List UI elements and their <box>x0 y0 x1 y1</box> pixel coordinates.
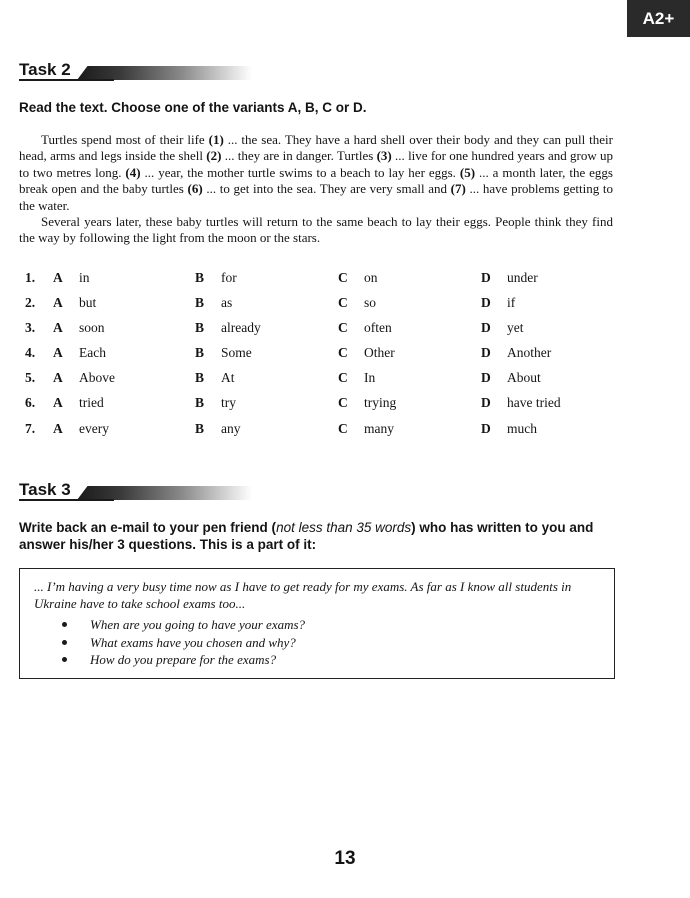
option-letter-d: D <box>481 370 491 386</box>
level-badge: A2+ <box>627 0 690 37</box>
option-letter-a: A <box>53 395 63 411</box>
text-segment: Turtles spend most of their life <box>41 132 209 147</box>
option-value-b: try <box>221 395 236 411</box>
question-list <box>62 616 305 669</box>
question-number: 1. <box>25 270 36 285</box>
option-value-b: already <box>221 320 261 336</box>
gap-number: (4) <box>125 164 141 180</box>
gap-number: (6) <box>187 181 203 197</box>
option-value-a: Above <box>79 370 115 386</box>
option-letter-b: B <box>195 345 205 361</box>
text-segment: ... have problems getting to the water. <box>19 181 614 213</box>
option-letter-a: A <box>53 420 63 436</box>
option-letter-d: D <box>481 295 491 311</box>
option-row <box>19 295 619 320</box>
option-letter-c: C <box>338 370 348 386</box>
option-letter-c: C <box>338 420 348 436</box>
option-letter-d: D <box>481 320 491 336</box>
option-value-a: every <box>79 420 109 436</box>
option-letter-c: C <box>338 270 348 285</box>
task3-title: Task 3 <box>19 480 71 499</box>
option-value-c: trying <box>364 395 397 411</box>
option-letter-a: A <box>53 270 63 285</box>
option-letter-c: C <box>338 345 348 361</box>
text-segment: ... year, the mother turtle swims to a beach to lay her eggs. <box>140 164 460 180</box>
option-letter-b: B <box>195 320 205 336</box>
letter-intro: ... I’m having a very busy time now as I have to get ready for my exams. As far as I know all students in Ukraine have to take school exams too... <box>34 579 572 611</box>
text-segment: ... a month later, the eggs break open and the baby turtles <box>19 164 613 197</box>
option-letter-b: B <box>195 395 205 411</box>
option-letter-a: A <box>53 345 63 361</box>
header-banner-decoration <box>77 66 252 80</box>
question-number: 4. <box>25 345 36 361</box>
option-row <box>19 345 619 370</box>
gap-number: (2) <box>206 148 222 164</box>
option-value-d: Another <box>507 345 552 361</box>
task3-instruction: Write back an e-mail to your pen friend (not less than 35 words) who has written to you and answer his/her 3 questions. This is a part of it: <box>19 520 594 552</box>
gap-number: (5) <box>459 164 476 180</box>
option-row <box>19 421 619 446</box>
task2-title: Task 2 <box>19 60 71 79</box>
option-letter-c: C <box>338 295 348 311</box>
answer-options-table <box>19 270 619 446</box>
reading-paragraph-2: Several years later, these baby turtles will return to the same beach to lay their eggs. People think they find the way by following the light from the moon or the stars. <box>19 214 613 246</box>
option-value-c: In <box>364 370 376 386</box>
question-number: 2. <box>25 295 36 311</box>
text-segment: ... to get into the sea. They are very small and <box>202 181 451 197</box>
option-value-c: often <box>364 320 392 336</box>
option-value-a: tried <box>79 395 104 411</box>
gap-number: (3) <box>376 148 392 164</box>
option-row <box>19 370 619 395</box>
option-letter-b: B <box>195 295 205 311</box>
option-value-a: soon <box>79 320 105 336</box>
task2-header <box>19 60 249 82</box>
option-letter-c: C <box>338 320 348 336</box>
header-banner-decoration <box>77 486 252 500</box>
option-value-a: in <box>79 270 90 285</box>
option-letter-c: C <box>338 395 348 411</box>
reading-paragraph-1 <box>19 132 613 214</box>
bullet-icon <box>62 657 67 662</box>
text-segment: ... the sea. They have a hard shell over their body and they can pull their head, arms and legs inside the shell <box>19 132 613 164</box>
option-value-d: under <box>507 270 538 285</box>
option-value-b: for <box>221 270 237 285</box>
option-value-b: as <box>221 295 233 311</box>
question-item: How do you prepare for the exams? <box>62 651 305 669</box>
option-letter-d: D <box>481 270 491 285</box>
option-value-b: Some <box>221 345 252 361</box>
option-letter-a: A <box>53 370 63 386</box>
option-value-b: any <box>221 420 241 436</box>
question-number: 7. <box>25 420 36 436</box>
option-letter-d: D <box>481 420 491 436</box>
gap-number: (1) <box>208 132 224 147</box>
question-number: 5. <box>25 370 36 386</box>
option-letter-b: B <box>195 420 205 436</box>
option-value-c: so <box>364 295 377 311</box>
option-letter-b: B <box>195 370 205 386</box>
option-letter-a: A <box>53 295 63 311</box>
gap-number: (7) <box>450 181 466 197</box>
option-value-d: much <box>507 420 537 436</box>
option-value-d: if <box>507 295 516 311</box>
question-number: 6. <box>25 395 36 411</box>
question-item: What exams have you chosen and why? <box>62 634 305 652</box>
option-row <box>19 320 619 345</box>
task3-header <box>19 480 249 502</box>
option-value-d: About <box>507 370 541 386</box>
reading-text <box>19 132 613 247</box>
bullet-icon <box>62 622 67 627</box>
question-number: 3. <box>25 320 36 336</box>
option-value-a: Each <box>79 345 106 361</box>
option-row <box>19 270 619 295</box>
option-value-d: have tried <box>507 395 561 411</box>
letter-excerpt-box <box>19 568 615 679</box>
option-letter-d: D <box>481 395 491 411</box>
option-letter-a: A <box>53 320 63 336</box>
text-segment: ... live for one hundred years and grow up to two metres long. <box>19 148 613 180</box>
option-value-b: At <box>221 370 235 386</box>
question-item: When are you going to have your exams? <box>62 616 305 634</box>
text-segment: ... they are in danger. Turtles <box>221 148 377 164</box>
bullet-icon <box>62 640 67 645</box>
option-value-c: Other <box>364 345 395 361</box>
option-row <box>19 395 619 420</box>
option-value-c: many <box>364 420 394 436</box>
option-letter-d: D <box>481 345 491 361</box>
option-value-d: yet <box>507 320 524 336</box>
option-value-a: but <box>79 295 97 311</box>
task2-instruction: Read the text. Choose one of the variants A, B, C or D. <box>19 100 367 115</box>
page-number: 13 <box>334 848 356 869</box>
option-value-c: on <box>364 270 378 285</box>
option-letter-b: B <box>195 270 205 285</box>
